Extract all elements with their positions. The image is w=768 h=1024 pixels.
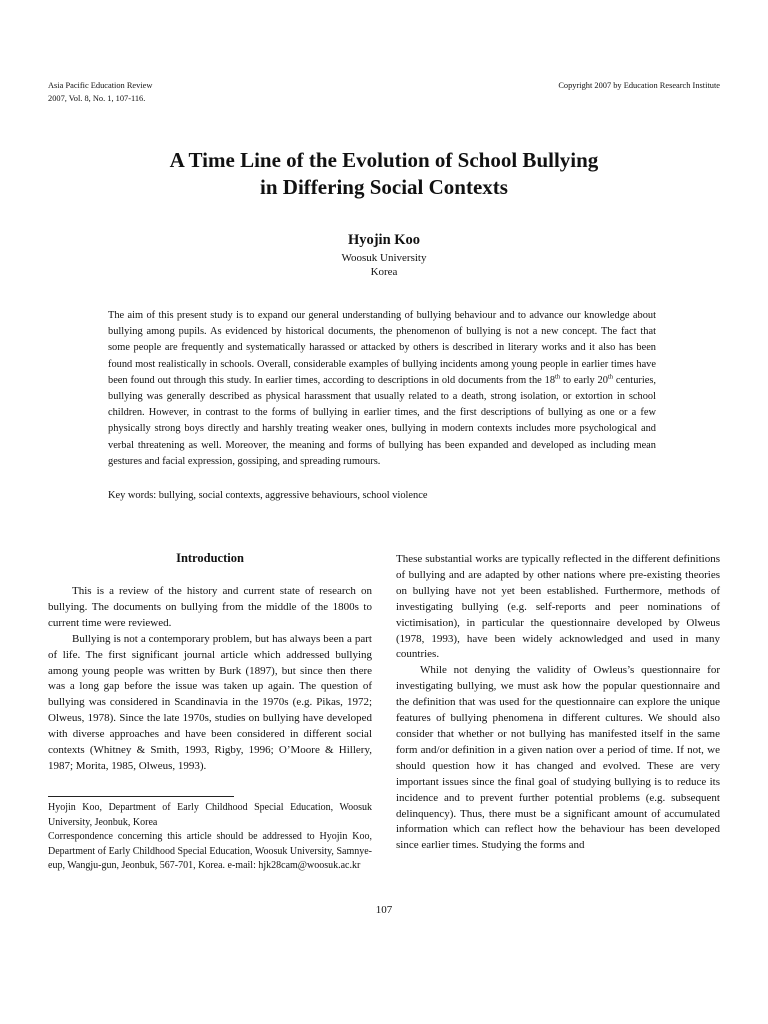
running-header-left: [48, 80, 152, 105]
author-institution: Woosuk University: [341, 252, 427, 264]
footnote-affiliation: Hyojin Koo, Department of Early Childhood Special Education, Woosuk University, Jeonbuk, Korea: [48, 802, 372, 828]
superscript-th-1: th: [555, 373, 561, 381]
footnote-correspondence: Correspondence concerning this article should be addressed to Hyojin Koo, Department of Early Childhood Special Education, Woosuk University, Samnye-eup, Wangju-gun, Jeonbuk, 567-701, Korea. e-mail: hjk28cam@woosuk.ac.kr: [48, 831, 372, 872]
superscript-th-2: th: [607, 373, 614, 381]
author-affiliation: [0, 251, 768, 279]
right-column: [396, 552, 720, 854]
intro-paragraph-3: These substantial works are typically reflected in the different definitions of bullying and are adapted by other nations where pre-existing theories on bullying have not yet been established. Furthermore, methods of investigating bullying (e.g. self-reports and peer nominations of victimisation), in particular the questionnaire developed by Olweus (1978, 1993), have been widely acknowledged and used in many countries.: [396, 553, 720, 661]
copyright-notice: Copyright 2007 by Education Research Institute: [558, 81, 720, 90]
abstract: [108, 308, 656, 470]
paper-title: [60, 147, 708, 201]
section-heading-introduction: Introduction: [176, 551, 244, 565]
abstract-text-2: to early 20: [560, 374, 608, 386]
keywords: Key words: bullying, social contexts, aggressive behaviours, school violence: [108, 490, 428, 501]
intro-paragraph-1: This is a review of the history and current state of research on bullying. The documents on bullying from the middle of the 1800s to current time were reviewed.: [48, 585, 372, 629]
author-name: Hyojin Koo: [347, 232, 421, 248]
left-column: [48, 584, 372, 775]
journal-name: Asia Pacific Education Review: [48, 81, 153, 90]
author-footnote: [48, 801, 372, 874]
abstract-text-3: centuries, bullying was generally described as physical harassment that usually related to a death, strong isolation, or extortion in school children. However, in contrast to the forms of bullying in earlier times, and the first descriptions of bullying as one or a few physically strong boys directly and harshly treating weaker ones, bullying in modern contexts includes more psychological and verbal threatening as well. Moreover, the meaning and forms of bullying has been expanded and developed as including mean gestures and facial expression, gossiping, and spreading rumours.: [108, 374, 656, 467]
intro-paragraph-4: While not denying the validity of Owleus’s questionnaire for investigating bullying, we must ask how the popular questionnaire and the definition that was used for the questionnaire can explore the unique features of bullying phenomena in different cultures. We should also consider that whether or not bullying has manifested itself in the same form and/or definition in a given nation over a period of time. If not, we should question how it has changed and evolved. These are very important issues since the final goal of studying bullying is to reduce its incidence and to prevent further potential problems (e.g. subsequent delinquency). Thus, there must be a significant amount of accumulated information which can reflect how the behaviour has been developed since earlier times. Studying the forms and: [396, 664, 720, 852]
journal-volume: 2007, Vol. 8, No. 1, 107-116.: [48, 93, 146, 103]
page-number: 107: [375, 904, 393, 916]
title-line-1: A Time Line of the Evolution of School Bullying: [169, 148, 599, 172]
footnote-divider: [48, 796, 234, 797]
title-line-2: in Differing Social Contexts: [260, 175, 508, 199]
intro-paragraph-2: Bullying is not a contemporary problem, but has always been a part of life. The first significant journal article which addressed bullying among young people was written by Burk (1897), but since then there was a long gap before the issue was taken up again. The question of bullying was considered in Scandinavia in the 1970s (e.g. Pikas, 1972; Olweus, 1978). Since the late 1970s, studies on bullying have developed with diverse approaches and have been considered in different social contexts (Whitney & Smith, 1993, Rigby, 1996; O’Moore & Hillery, 1987; Morita, 1985, Olweus, 1993).: [48, 632, 372, 772]
author-country: Korea: [370, 266, 398, 278]
abstract-text-1: The aim of this present study is to expand our general understanding of bullying behaviour and to advance our knowledge about bullying among pupils. As evidenced by historical documents, the phenomenon of bullying is not a new concept. The fact that some people are frequently and systematically harassed or attacked by others is described in literary works and it also has been found most realistically in schools. Overall, considerable examples of bullying incidents among young people in earlier times have been found out through this study. In earlier times, according to descriptions in old documents from the 18: [108, 310, 656, 386]
